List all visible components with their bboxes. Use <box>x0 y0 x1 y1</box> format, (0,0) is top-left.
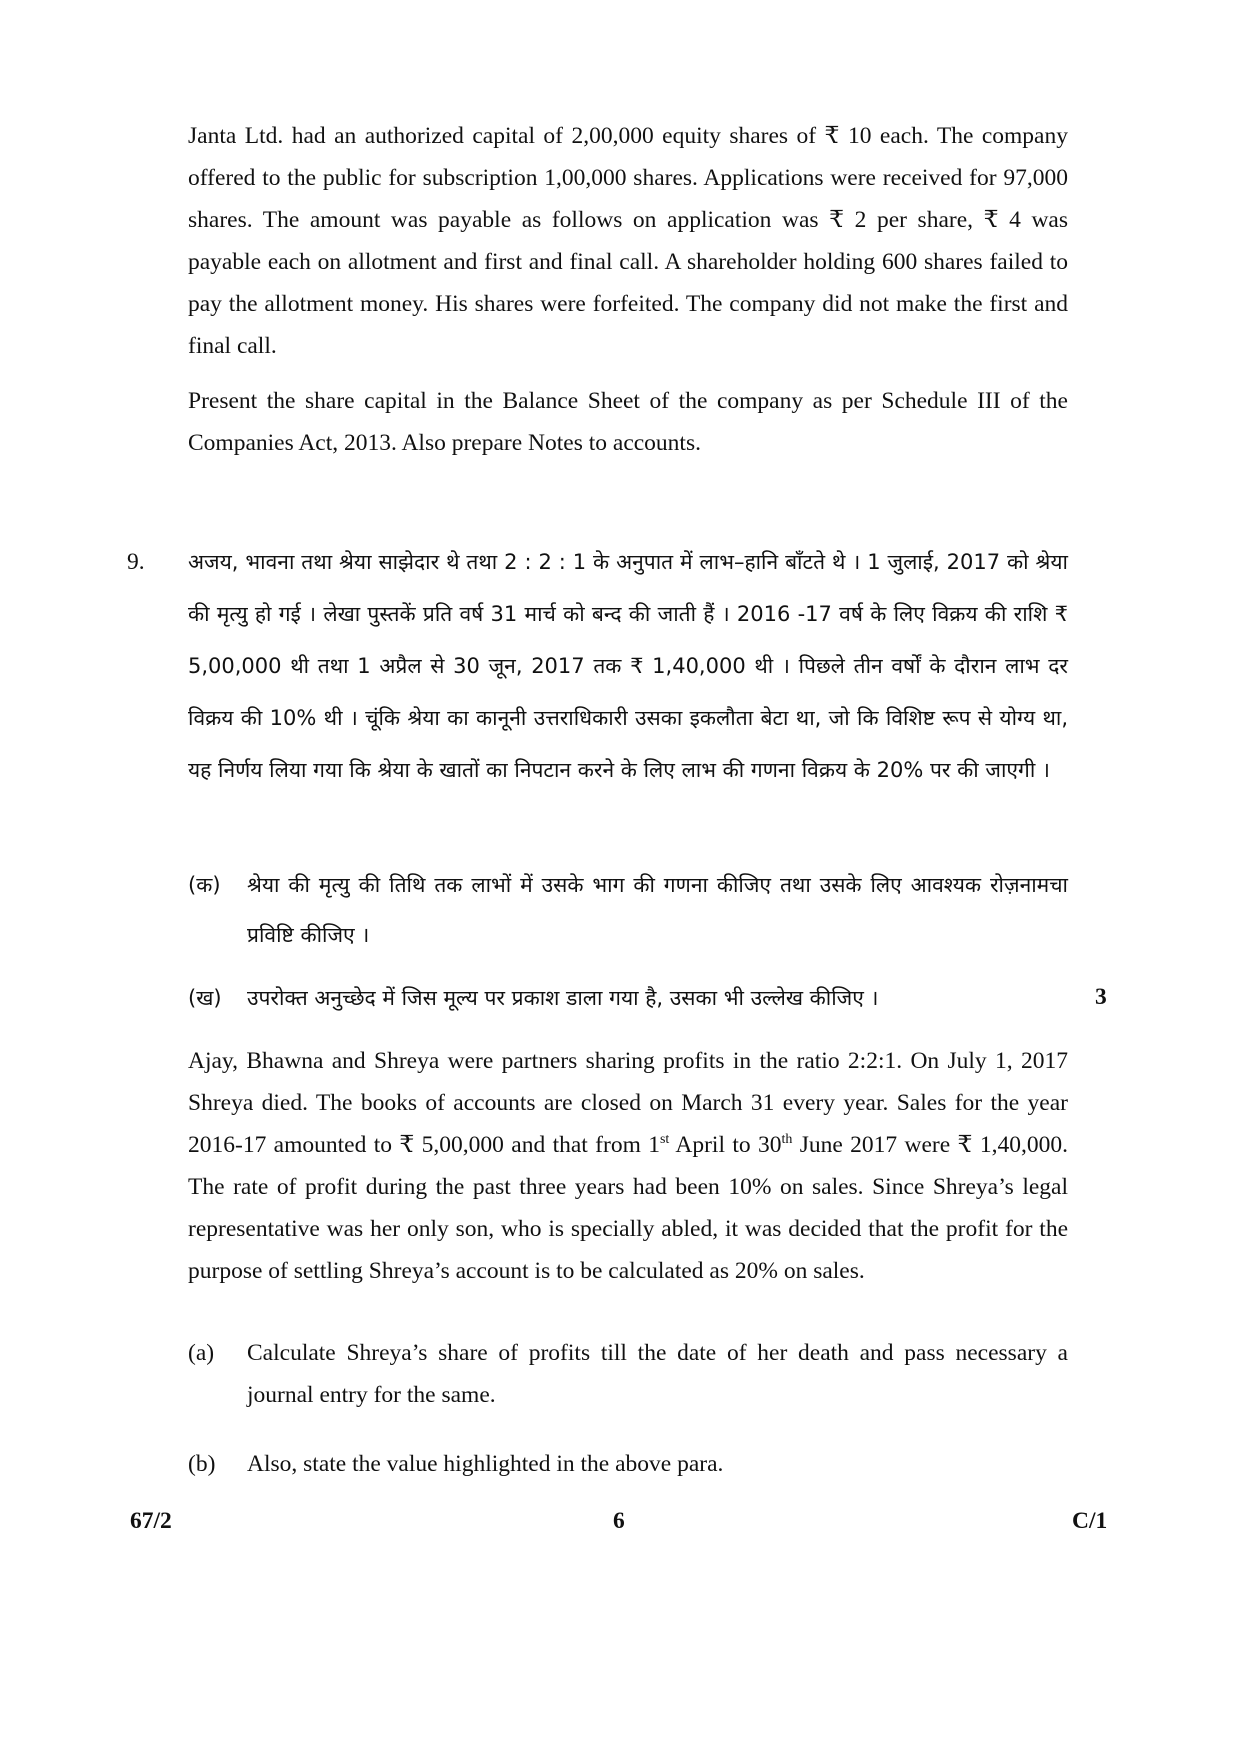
question-9-hindi-text: अजय, भावना तथा श्रेया साझेदार थे तथा 2 : 2 : 1 के अनुपात में लाभ–हानि बाँटते थे । 1 जुलाई, 2017 को श्रेया की मृत्यु हो गई । लेखा पुस्तकें प्रति वर्ष 31 मार्च को बन्द की जाती हैं । 2016 -17 वर्ष के लिए विक्रय की राशि ₹ 5,00,000 थी तथा 1 अप्रैल से 30 जून, 2017 तक ₹ 1,40,000 थी । पिछले तीन वर्षों के दौरान लाभ दर विक्रय की 10% थी । चूंकि श्रेया का कानूनी उत्तराधिकारी उसका इकलौता बेटा था, जो कि विशिष्ट रूप से योग्य था, यह निर्णय लिया गया कि श्रेया के खातों का निपटान करने के लिए लाभ की गणना विक्रय के 20% पर की जाएगी । <box>188 550 1068 782</box>
english-text-part-1: Ajay, Bhawna and Shreya were partners sharing profits in the ratio 2:2:1. On July 1, 2017 Shreya died. The books of accounts are closed on March 31 every year. Sales for the year 2016-17 amounted to ₹ 5,00,000 and that from 1 <box>188 1048 1068 1158</box>
hindi-subpart-b-text: उपरोक्त अनुच्छेद में जिस मूल्य पर प्रकाश डाला गया है, उसका भी उल्लेख कीजिए । <box>247 986 879 1010</box>
intro-paragraph-1: Janta Ltd. had an authorized capital of 2,00,000 equity shares of ₹ 10 each. The company offered to the public for subscription 1,00,000 shares. Applications were received for 97,000 shares. The amount was payable as follows on application was ₹ 2 per share, ₹ 4 was payable each on allotment and first and final call. A shareholder holding 600 shares failed to pay the allotment money. His shares were forfeited. The company did not make the first and final call. <box>188 123 1068 359</box>
question-9-english-text <box>188 1040 1068 1292</box>
hindi-subpart-a-label: (क) <box>188 873 221 897</box>
english-subpart-b-text: Also, state the value highlighted in the above para. <box>247 1451 724 1477</box>
footer-paper-code: 67/2 <box>130 1508 172 1534</box>
english-text-part-3: June 2017 were ₹ 1,40,000. The rate of profit during the past three years had been 10% on sales. Since Shreya’s legal representative was her only son, who is specially abled, it was decided that the profit for the purpose of settling Shreya’s account is to be calculated as 20% on sales. <box>188 1132 1068 1284</box>
hindi-subpart-b-label: (ख) <box>188 986 222 1010</box>
hindi-subpart-b <box>188 973 1068 1023</box>
english-subpart-a-label: (a) <box>188 1340 215 1366</box>
english-subpart-a <box>188 1332 1068 1416</box>
english-text-part-2: April to 30 <box>669 1132 782 1158</box>
superscript-th: th <box>781 1132 793 1148</box>
english-subpart-a-text: Calculate Shreya’s share of profits till the date of her death and pass necessary a journal entry for the same. <box>247 1340 1068 1408</box>
marks-label: 3 <box>1095 984 1107 1010</box>
english-subpart-b-label: (b) <box>188 1451 216 1477</box>
intro-paragraph-2: Present the share capital in the Balance Sheet of the company as per Schedule III of the Companies Act, 2013. Also prepare Notes to accounts. <box>188 388 1068 456</box>
superscript-st: st <box>659 1132 670 1148</box>
english-subpart-b <box>188 1443 1068 1485</box>
hindi-subpart-a <box>188 860 1068 960</box>
footer-page-number: 6 <box>613 1508 625 1534</box>
footer-set-code: C/1 <box>1072 1508 1108 1534</box>
question-number: 9. <box>127 549 145 575</box>
hindi-subpart-a-text: श्रेया की मृत्यु की तिथि तक लाभों में उसके भाग की गणना कीजिए तथा उसके लिए आवश्यक रोज़नामचा प्रविष्टि कीजिए । <box>247 873 1068 947</box>
